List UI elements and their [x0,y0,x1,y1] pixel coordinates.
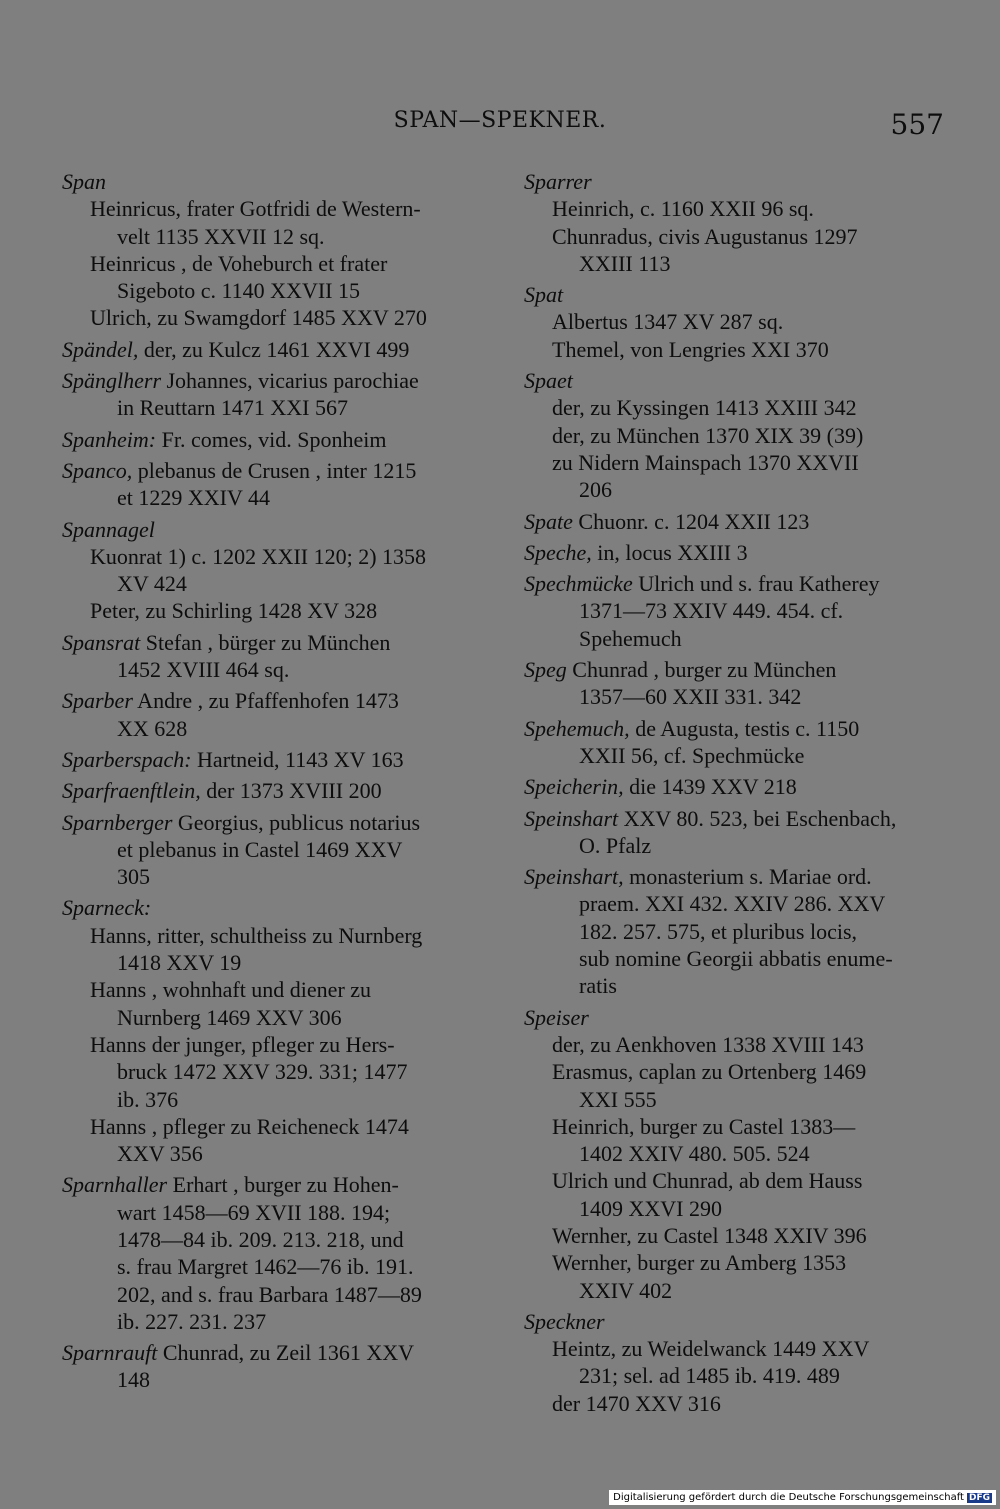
headword: Sparnhaller [62,1172,168,1198]
entry-line: Nurnberg 1469 XXV 306 [117,1004,342,1030]
entry-line: zu Nidern Mainspach 1370 XXVII [552,449,859,475]
entry-line: Ulrich, zu Swamgdorf 1485 XXV 270 [90,305,427,331]
entry-line: 1418 XXV 19 [117,950,242,976]
index-entry [524,508,946,535]
entry-line [62,1339,484,1366]
index-entry [62,777,484,804]
entry-line: Chunradus, civis Augustanus 1297 [552,223,858,249]
entry-text: monasterium s. Mariae ord. [623,864,872,890]
sub-entry [524,1031,946,1058]
entry-line [62,1171,484,1198]
headword: Speicherin, [524,774,624,800]
entry-line: der, zu Kyssingen 1413 XXIII 342 [552,395,857,421]
entry-line: 182. 257. 575, et pluribus locis, [579,918,858,944]
entry-line: Hanns, ritter, schultheiss zu Nurnberg [90,922,423,948]
index-entry [62,457,484,512]
entry-line [524,539,946,566]
sub-entry [62,976,484,1031]
sub-entry [524,1222,946,1249]
headword: Spehemuch, [524,715,630,741]
entry-line: Erasmus, caplan zu Ortenberg 1469 [552,1059,867,1085]
index-entry [62,1171,484,1335]
running-title: SPAN—SPEKNER. [393,108,607,133]
entry-line: 148 [117,1367,150,1393]
entry-line: XXIV 402 [579,1277,673,1303]
entry-line: Hanns , pfleger zu Reicheneck 1474 [90,1113,409,1139]
entry-line: Spannagel [62,516,155,542]
sub-entry [524,1167,946,1222]
index-entry [524,715,946,770]
headword: Spate [524,508,573,534]
index-entry [62,516,484,543]
entry-line: Spehemuch [579,625,682,651]
entry-line: velt 1135 XXVII 12 sq. [117,223,325,249]
index-entry [62,809,484,891]
entry-line: Heinrich, c. 1160 XXII 96 sq. [552,196,814,222]
entry-line: wart 1458—69 XVII 188. 194; [117,1199,391,1225]
entry-line: Sigeboto c. 1140 XXVII 15 [117,278,360,304]
dfg-logo-icon: DFG [968,1492,990,1503]
index-entry [524,1308,946,1335]
entry-line: sub nomine Georgii abbatis enume- [579,946,893,972]
entry-line: XXI 555 [579,1086,657,1112]
entry-line: der, zu München 1370 XIX 39 (39) [552,422,864,448]
sub-entry [62,1031,484,1113]
entry-line: Heinricus , de Voheburch et frater [90,250,388,276]
entry-line: 1478—84 ib. 209. 213. 218, und [117,1226,404,1252]
headword: Spansrat [62,629,141,655]
entry-line: Kuonrat 1) c. 1202 XXII 120; 2) 1358 [90,543,427,569]
sub-entry [62,1113,484,1168]
entry-line: ib. 227. 231. 237 [117,1308,267,1334]
entry-line: Speckner [524,1308,605,1334]
entry-text: de Augusta, testis c. 1150 [629,715,860,741]
entry-line: Sparneck: [62,895,152,921]
entry-line: Hanns der junger, pfleger zu Hers- [90,1031,395,1057]
index-entry [524,1004,946,1031]
headword: Sparnberger [62,809,173,835]
entry-line [524,570,946,597]
index-entry [62,426,484,453]
entry-line [62,367,484,394]
entry-text: plebanus de Crusen , inter 1215 [132,457,417,483]
entry-text: Chunrad, zu Zeil 1361 XXV [157,1340,414,1366]
entry-text: Stefan , bürger zu München [140,629,391,655]
entry-line: XXII 56, cf. Spechmücke [579,742,805,768]
sub-entry [524,394,946,421]
index-entry [62,894,484,921]
headword: Speg [524,657,567,683]
index-entry [62,629,484,684]
entry-line: 1402 XXIV 480. 505. 524 [579,1141,810,1167]
headword: Spändel, [62,336,139,362]
entry-line: Wernher, zu Castel 1348 XXIV 396 [552,1222,867,1248]
index-entry [62,746,484,773]
index-entry [524,656,946,711]
entry-line: XX 628 [117,715,188,741]
entry-text: Georgius, publicus notarius [172,809,421,835]
headword: Sparfraenftlein, [62,778,201,804]
headword: Sparber [62,688,133,714]
entry-line: praem. XXI 432. XXIV 286. XXV [579,891,886,917]
sub-entry [524,1058,946,1113]
sub-entry [62,250,484,305]
index-entry [524,281,946,308]
index-entry [524,367,946,394]
sub-entry [524,1335,946,1390]
index-entry [524,570,946,652]
entry-line [62,457,484,484]
index-entry [62,168,484,195]
footer-credit [609,1490,996,1505]
entry-line: Heinrich, burger zu Castel 1383— [552,1113,856,1139]
entry-line: in Reuttarn 1471 XXI 567 [117,395,348,421]
entry-line [524,715,946,742]
entry-line: 202, and s. frau Barbara 1487—89 [117,1281,422,1307]
entry-line: et plebanus in Castel 1469 XXV [117,836,403,862]
entry-line [524,656,946,683]
entry-line: 206 [579,477,612,503]
entry-text: Chunrad , burger zu München [566,657,837,683]
entry-line [524,508,946,535]
entry-text: in, locus XXIII 3 [591,539,748,565]
entry-line: Wernher, burger zu Amberg 1353 [552,1250,847,1276]
entry-line: der, zu Aenkhoven 1338 XVIII 143 [552,1031,864,1057]
entry-text: der 1373 XVIII 200 [200,778,382,804]
entry-line: Ulrich und Chunrad, ab dem Hauss [552,1168,863,1194]
left-column [62,168,484,1394]
index-entry [524,773,946,800]
entry-line: XXIII 113 [579,250,671,276]
entry-line: Hanns , wohnhaft und diener zu [90,977,372,1003]
entry-line: Heinricus, frater Gotfridi de Western- [90,196,421,222]
headword: Spechmücke [524,571,633,597]
entry-line: 231; sel. ad 1485 ib. 419. 489 [579,1363,840,1389]
headword: Spanco, [62,457,133,483]
entry-line: ratis [579,973,617,999]
entry-line: 1409 XXVI 290 [579,1195,722,1221]
entry-line: Spaet [524,368,573,394]
sub-entry [62,195,484,250]
page-number: 557 [890,108,944,141]
sub-entry [62,543,484,598]
entry-text: Erhart , burger zu Hohen- [167,1172,399,1198]
entry-line: s. frau Margret 1462—76 ib. 191. [117,1254,414,1280]
sub-entry [524,422,946,449]
headword: Sparnrauft [62,1340,158,1366]
entry-line [524,805,946,832]
index-entry [62,1339,484,1394]
entry-line: Peter, zu Schirling 1428 XV 328 [90,598,378,624]
headword: Spänglherr [62,368,161,394]
entry-line [62,777,484,804]
entry-line: XV 424 [117,571,187,597]
entry-line [524,863,946,890]
entry-text: Ulrich und s. frau Katherey [632,571,880,597]
entry-line: Themel, von Lengries XXI 370 [552,336,829,362]
entry-text: Chuonr. c. 1204 XXII 123 [572,508,810,534]
entry-line: et 1229 XXIV 44 [117,485,270,511]
entry-text: die 1439 XXV 218 [623,774,797,800]
entry-line: Span [62,169,106,194]
entry-line [62,629,484,656]
entry-line: 1357—60 XXII 331. 342 [579,684,802,710]
entry-line: Speiser [524,1004,589,1030]
index-entry [62,367,484,422]
headword: Speinshart, [524,864,624,890]
entry-line [524,773,946,800]
entry-line: der 1470 XXV 316 [552,1390,721,1416]
entry-line: 305 [117,864,150,890]
headword: Spanheim: [62,426,157,452]
entry-line: 1371—73 XXIV 449. 454. cf. [579,598,844,624]
entry-line: Heintz, zu Weidelwanck 1449 XXV [552,1336,870,1362]
sub-entry [524,1249,946,1304]
footer-text: Digitalisierung gefördert durch die Deutsche Forschungsgemeinschaft [613,1492,964,1503]
sub-entry [524,308,946,335]
entry-line [62,426,484,453]
sub-entry [524,336,946,363]
index-entry [62,336,484,363]
entry-text: der, zu Kulcz 1461 XXVI 499 [138,336,410,362]
index-entry [524,539,946,566]
entry-line: 1452 XVIII 464 sq. [117,657,290,683]
sub-entry [524,195,946,222]
sub-entry [524,1113,946,1168]
sub-entry [524,449,946,504]
sub-entry [62,597,484,624]
headword: Sparberspach: [62,746,192,772]
entry-line: Albertus 1347 XV 287 sq. [552,309,784,335]
entry-text: Johannes, vicarius parochiae [161,368,419,394]
headword: Speche, [524,539,592,565]
entry-line: ib. 376 [117,1086,179,1112]
sub-entry [62,304,484,331]
entry-line: XXV 356 [117,1141,203,1167]
sub-entry [524,223,946,278]
entry-line [62,336,484,363]
sub-entry [524,1390,946,1417]
index-entry [62,687,484,742]
entry-line: Spat [524,282,564,308]
sub-entry [62,922,484,977]
index-entry [524,805,946,860]
right-column [524,168,946,1417]
entry-text: Hartneid, 1143 XV 163 [191,746,404,772]
index-entry [524,863,946,999]
entry-line [62,687,484,714]
index-entry [524,168,946,195]
entry-line: Sparrer [524,169,592,194]
entry-line: O. Pfalz [579,832,652,858]
entry-line [62,746,484,773]
entry-text: XXV 80. 523, bei Eschenbach, [618,805,897,831]
entry-line: bruck 1472 XXV 329. 331; 1477 [117,1059,408,1085]
headword: Speinshart [524,805,619,831]
entry-line [62,809,484,836]
entry-text: Andre , zu Pfaffenhofen 1473 [132,688,399,714]
entry-text: Fr. comes, vid. Sponheim [156,426,387,452]
